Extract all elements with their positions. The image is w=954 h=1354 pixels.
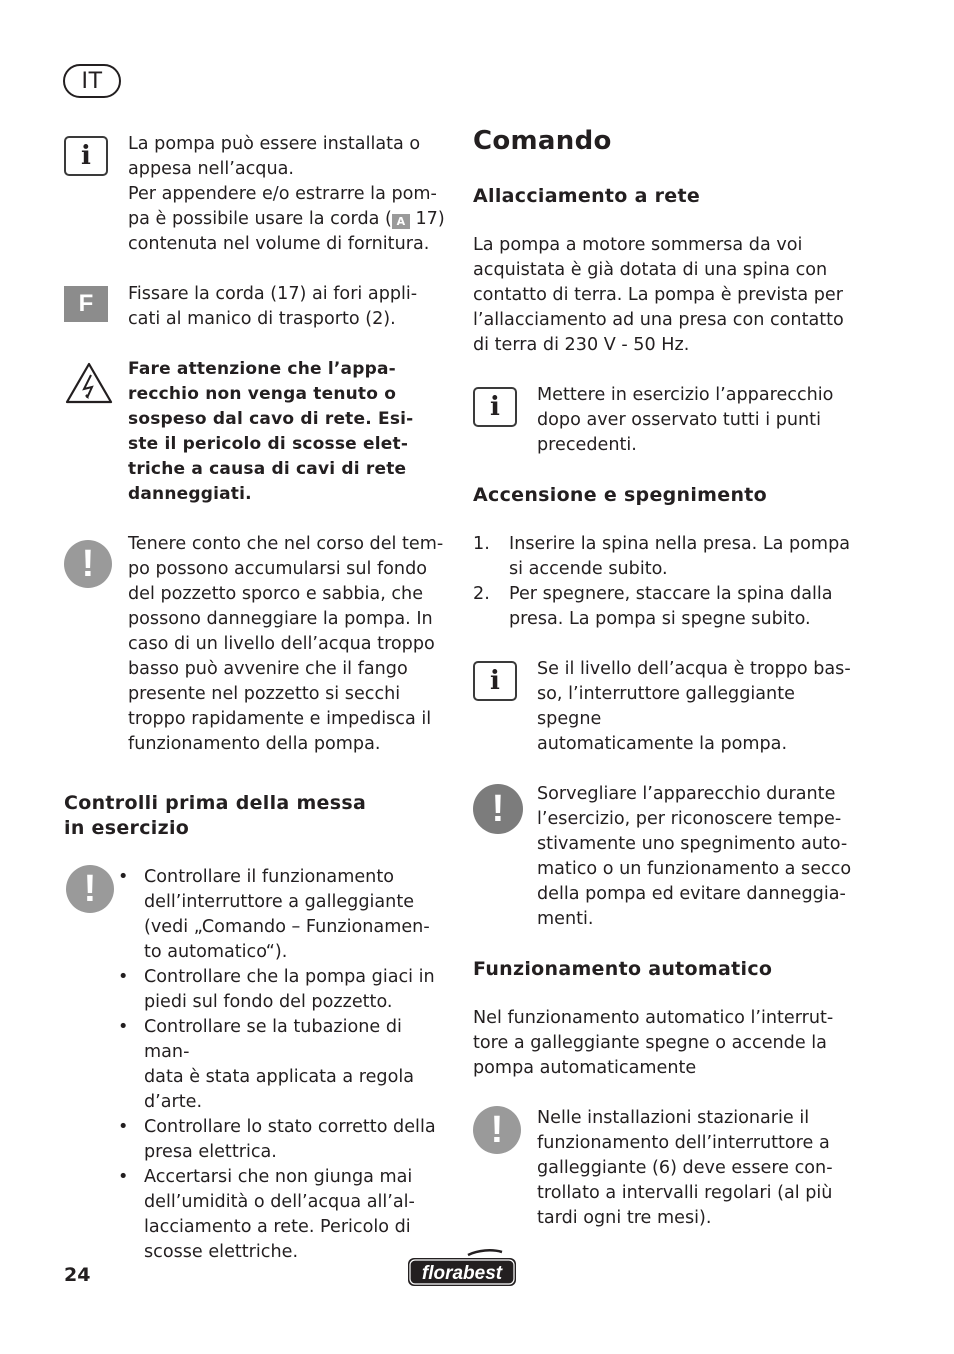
section-heading-checks: Controlli prima della messa in esercizio: [64, 792, 367, 839]
list-item: • Controllare se la tubazione di man- data è stata applicata a regola d’arte.: [118, 1015, 450, 1115]
note-line: Fissare la corda (17) ai fori appli-: [128, 284, 418, 304]
caution-note-monitor: ! Sorvegliare l’apparecchio durante l’esercizio, per riconoscere tempe- stivamente uno spegnimento auto- matico o un funzionamento a secco della pompa ed evitare danneggia- menti.: [473, 782, 863, 932]
note-line: basso può avvenire che il fango: [128, 659, 408, 679]
steps-list: [473, 532, 863, 632]
note-line: presente nel pozzetto si secchi: [128, 684, 401, 704]
list-item: 2. Per spegnere, staccare la spina dalla presa. La pompa si spegne subito.: [473, 584, 833, 629]
section-title: Comando: [473, 126, 612, 156]
note-line: cati al manico di trasporto (2).: [128, 309, 396, 329]
list-item: • Accertarsi che non giunga mai dell’umidità o dell’acqua all’al- lacciamento a rete. Pericolo di scosse elettriche.: [118, 1165, 450, 1265]
heading-network: Allacciamento a rete: [473, 185, 701, 207]
note-line: appesa nell’acqua.: [128, 159, 294, 179]
warning-line: Fare attenzione che l’appa-: [128, 359, 396, 379]
warning-line: recchio non venga tenuto o: [128, 384, 397, 404]
logo-text: florabest: [421, 1263, 503, 1284]
note-line: caso di un livello dell’acqua troppo: [128, 634, 435, 654]
list-item: 1. Inserire la spina nella presa. La pompa si accende subito.: [473, 534, 851, 579]
brand-logo: [406, 1249, 518, 1289]
info-icon: i: [473, 661, 517, 701]
info-note-installation: [64, 132, 450, 257]
warning-line: ste il pericolo di scosse elet-: [128, 434, 409, 454]
list-item: • Controllare che la pompa giaci in piedi sul fondo del pozzetto.: [118, 965, 450, 1015]
info-icon: i: [473, 387, 517, 427]
note-line: po possono accumularsi sul fondo: [128, 559, 428, 579]
note-line: funzionamento della pompa.: [128, 734, 381, 754]
note-line: possono danneggiare la pompa. In: [128, 609, 433, 629]
warning-line: triche a causa di cavi di rete: [128, 459, 407, 479]
language-badge: IT: [63, 64, 121, 98]
caution-note-stationary: ! Nelle installazioni stazionarie il funzionamento dell’interruttore a galleggiante (6) deve essere con- trollato a intervalli regolari (al più tardi ogni tre mesi).: [473, 1106, 863, 1231]
exclamation-icon: !: [64, 540, 112, 588]
note-line: La pompa può essere installata o: [128, 134, 421, 154]
info-icon: i: [64, 136, 108, 176]
exclamation-icon: !: [473, 1106, 521, 1154]
checks-list: [118, 865, 450, 1265]
note-line: Tenere conto che nel corso del tem-: [128, 534, 444, 554]
figure-a-icon: A: [392, 214, 410, 229]
note-line: pa è possibile usare la corda ( A 17): [128, 209, 445, 229]
exclamation-icon: !: [66, 865, 114, 913]
figure-f-note: [64, 282, 450, 332]
electric-warning-note: [64, 357, 450, 507]
warning-line: sospeso dal cavo di rete. Esi-: [128, 409, 414, 429]
electric-warning-icon: [64, 361, 114, 405]
figure-f-icon: F: [64, 286, 108, 322]
note-line: Per appendere e/o estrarre la pom-: [128, 184, 437, 204]
checks-list-block: [64, 865, 450, 1265]
list-item: • Controllare lo stato corretto della presa elettrica.: [118, 1115, 450, 1165]
note-line: troppo rapidamente e impedisca il: [128, 709, 432, 729]
network-paragraph: La pompa a motore sommersa da voi acquistata è già dotata di una spina con contatto di terra. La pompa è prevista per l’allacciamento ad una presa con contatto di terra di 230 V - 50 Hz.: [473, 235, 844, 355]
exclamation-icon: !: [473, 784, 523, 834]
heading-automatic: Funzionamento automatico: [473, 958, 773, 980]
automatic-paragraph: Nel funzionamento automatico l’interrut- tore a galleggiante spegne o accende la pompa automaticamente: [473, 1008, 834, 1078]
info-note-operation: i Mettere in esercizio l’apparecchio dopo aver osservato tutti i punti precedenti.: [473, 383, 863, 458]
caution-note-sediment: [64, 532, 450, 757]
note-line: del pozzetto sporco e sabbia, che: [128, 584, 424, 604]
note-line: contenuta nel volume di fornitura.: [128, 234, 430, 254]
info-note-float-switch: i Se il livello dell’acqua è troppo bas- so, l’interruttore galleggiante spegne automaticamente la pompa.: [473, 657, 863, 757]
warning-line: danneggiati.: [128, 484, 252, 504]
page-number: 24: [64, 1264, 91, 1286]
right-column: [473, 126, 863, 1256]
list-item: • Controllare il funzionamento dell’interruttore a galleggiante (vedi „Comando – Funzionamen- to automatico“).: [118, 865, 450, 965]
heading-on-off: Accensione e spegnimento: [473, 484, 768, 506]
left-column: [64, 132, 450, 1290]
